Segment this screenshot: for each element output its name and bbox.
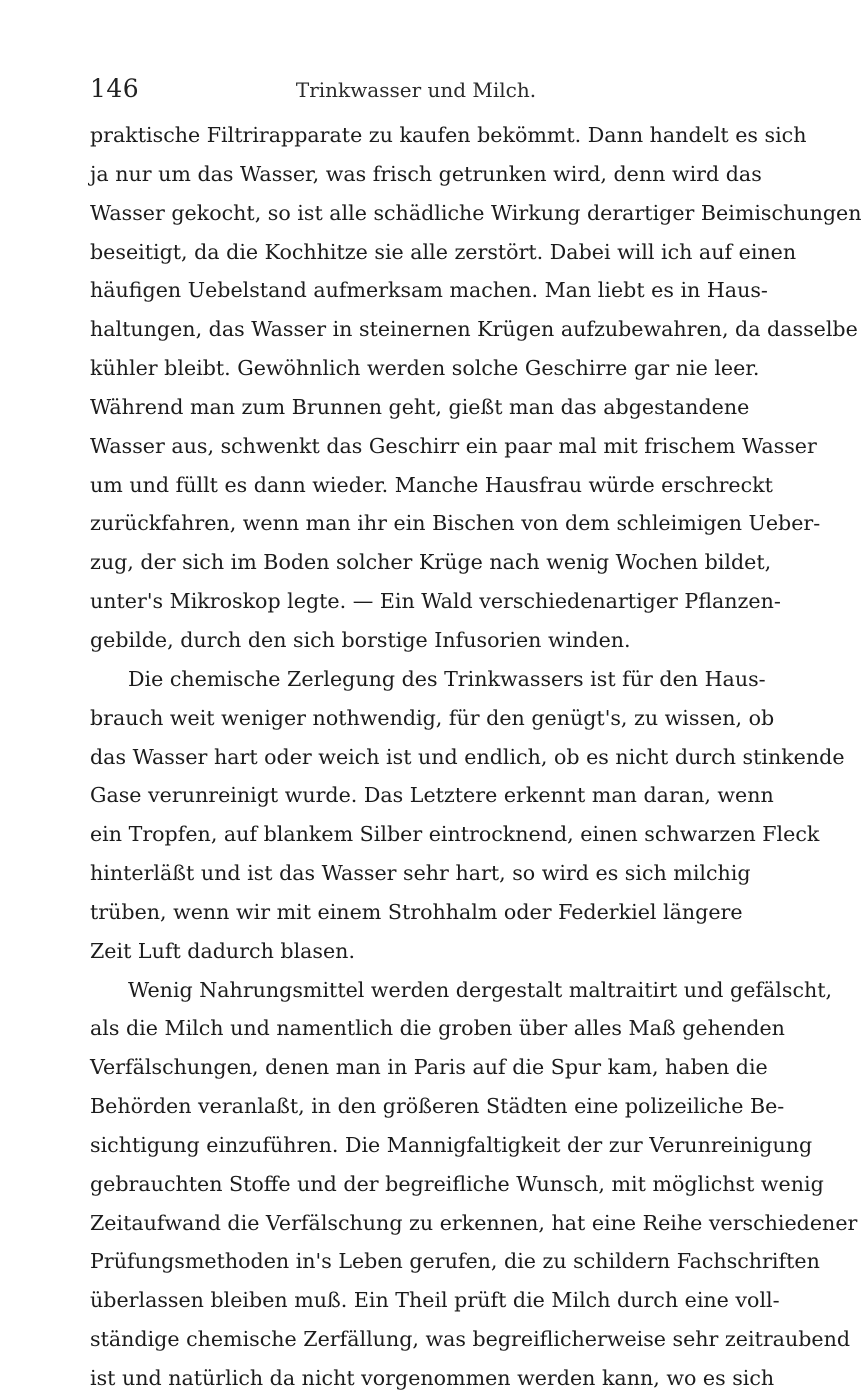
text-line: Prüfungsmethoden in's Leben gerufen, die zu schildern Fachschriften — [90, 1249, 820, 1274]
paragraph-start-line: Wenig Nahrungsmittel werden dergestalt maltraitirt und gefälscht, — [128, 977, 833, 1002]
text-line: Während man zum Brunnen geht, gießt man das abgestandene — [90, 394, 750, 419]
paragraph-start-line: Die chemische Zerlegung des Trinkwassers ist für den Haus- — [128, 666, 766, 691]
text-line: sichtigung einzuführen. Die Mannigfaltigkeit der zur Verunreinigung — [90, 1132, 813, 1157]
text-line: Gase verunreinigt wurde. Das Letztere erkennt man daran, wenn — [90, 783, 774, 808]
body-text — [90, 116, 861, 1398]
text-line: überlassen bleiben muß. Ein Theil prüft die Milch durch eine voll- — [90, 1288, 780, 1313]
text-line: brauch weit weniger nothwendig, für den genügt's, zu wissen, ob — [90, 705, 775, 730]
text-line: unter's Mikroskop legte. — Ein Wald verschiedenartiger Pflanzen- — [90, 589, 781, 614]
page-number: 146 — [90, 74, 140, 103]
text-line: ständige chemische Zerfällung, was begreiflicherweise sehr zeitraubend — [90, 1327, 851, 1352]
text-line: gebrauchten Stoffe und der begreifliche Wunsch, mit möglichst wenig — [90, 1171, 824, 1196]
text-line: zurückfahren, wenn man ihr ein Bischen von dem schleimigen Ueber- — [90, 511, 821, 536]
text-line: Wasser aus, schwenkt das Geschirr ein paar mal mit frischem Wasser — [90, 433, 817, 458]
text-line: Behörden veranlaßt, in den größeren Städten eine polizeiliche Be- — [90, 1094, 785, 1119]
text-line: um und füllt es dann wieder. Manche Hausfrau würde erschreckt — [90, 472, 773, 497]
text-line: ist und natürlich da nicht vorgenommen werden kann, wo es sich — [90, 1366, 775, 1390]
text-line: Verfälschungen, denen man in Paris auf die Spur kam, haben die — [90, 1055, 768, 1080]
paragraph-end-line: Zeit Luft dadurch blasen. — [90, 938, 355, 963]
text-line: beseitigt, da die Kochhitze sie alle zerstört. Dabei will ich auf einen — [90, 239, 797, 264]
text-line: ein Tropfen, auf blankem Silber eintrocknend, einen schwarzen Fleck — [90, 822, 820, 847]
text-line: zug, der sich im Boden solcher Krüge nach wenig Wochen bildet, — [90, 550, 772, 575]
text-line: Zeitaufwand die Verfälschung zu erkennen, hat eine Reihe verschiedener — [90, 1210, 858, 1235]
text-line: Wasser gekocht, so ist alle schädliche Wirkung derartiger Beimischungen — [90, 200, 861, 225]
text-line: praktische Filtrirapparate zu kaufen bekömmt. Dann handelt es sich — [90, 123, 807, 147]
text-line: häufigen Uebelstand aufmerksam machen. Man liebt es in Haus- — [90, 278, 768, 303]
text-line: kühler bleibt. Gewöhnlich werden solche Geschirre gar nie leer. — [90, 356, 760, 381]
text-line: ja nur um das Wasser, was frisch getrunken wird, denn wird das — [90, 161, 762, 186]
text-line: hinterläßt und ist das Wasser sehr hart, so wird es sich milchig — [90, 861, 751, 886]
running-head: Trinkwasser und Milch. — [295, 78, 537, 102]
text-line: das Wasser hart oder weich ist und endlich, ob es nicht durch stinkende — [90, 744, 845, 769]
text-line: trüben, wenn wir mit einem Strohhalm oder Federkiel längere — [90, 899, 743, 924]
text-line: haltungen, das Wasser in steinernen Krügen aufzubewahren, da dasselbe — [90, 317, 858, 342]
paragraph-end-line: gebilde, durch den sich borstige Infusorien winden. — [90, 627, 631, 652]
text-line: als die Milch und namentlich die groben über alles Maß gehenden — [90, 1016, 785, 1041]
page-header — [90, 74, 712, 110]
